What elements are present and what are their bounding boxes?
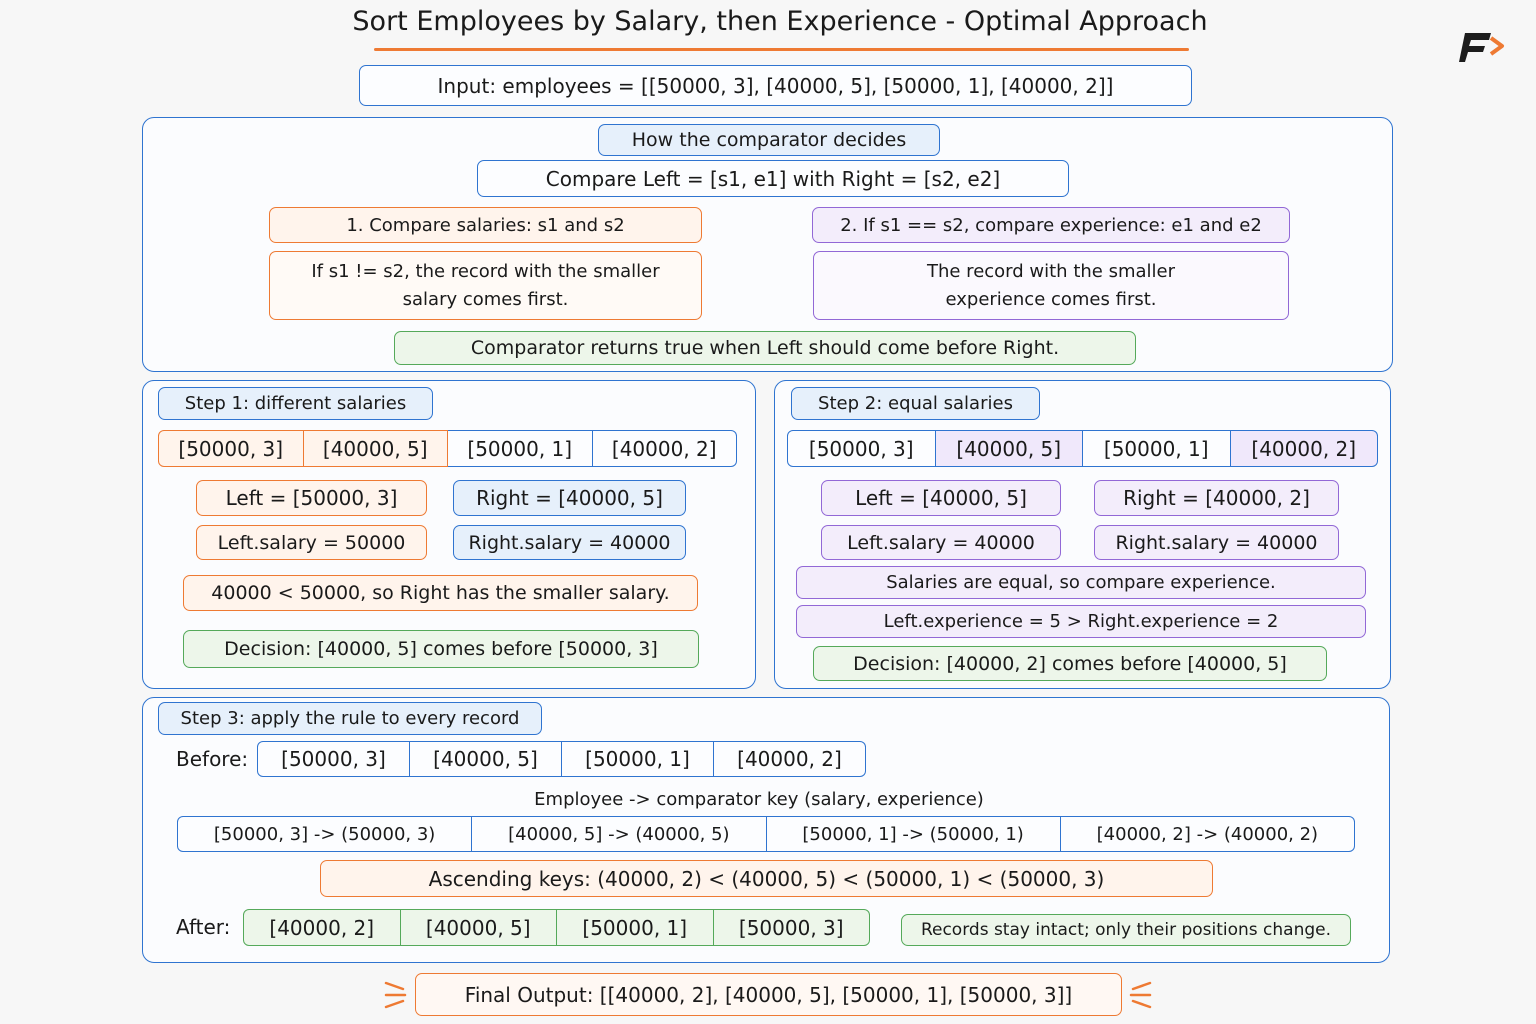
step3-before-array — [257, 741, 866, 777]
step3-before-cell-3: [40000, 2] — [714, 741, 866, 777]
step2-heading: Step 2: equal salaries — [791, 387, 1040, 420]
brand-logo-icon — [1455, 30, 1505, 64]
left-spark-icon — [383, 978, 409, 1012]
step3-after-label: After: — [176, 915, 231, 939]
rule2-description — [813, 251, 1289, 320]
step2-right: Right = [40000, 2] — [1094, 480, 1339, 516]
compare-left-right: Compare Left = [s1, e1] with Right = [s2, e2] — [477, 160, 1069, 197]
step3-key-3: [40000, 2] -> (40000, 2) — [1061, 816, 1355, 852]
step3-after-cell-0: [40000, 2] — [243, 909, 401, 946]
step1-left-salary: Left.salary = 50000 — [196, 525, 427, 560]
right-spark-icon — [1127, 978, 1153, 1012]
step2-note-experience: Left.experience = 5 > Right.experience = 2 — [796, 605, 1366, 638]
step3-key-2: [50000, 1] -> (50000, 1) — [767, 816, 1061, 852]
step3-before-label: Before: — [176, 747, 249, 771]
step3-key-caption: Employee -> comparator key (salary, experience) — [534, 789, 984, 810]
step3-after-cell-2: [50000, 1] — [557, 909, 714, 946]
step3-before-cell-0: [50000, 3] — [257, 741, 410, 777]
step3-before-cell-1: [40000, 5] — [410, 741, 562, 777]
step3-key-0: [50000, 3] -> (50000, 3) — [177, 816, 472, 852]
comparator-returns-note: Comparator returns true when Left should come before Right. — [394, 331, 1136, 365]
step1-note: 40000 < 50000, so Right has the smaller salary. — [183, 575, 698, 611]
step3-after-cell-3: [50000, 3] — [714, 909, 871, 946]
rule2-line2: experience comes first. — [945, 288, 1157, 310]
step3-after-array — [243, 909, 870, 946]
step3-heading: Step 3: apply the rule to every record — [158, 702, 542, 735]
step1-cell-2: [50000, 1] — [448, 430, 593, 467]
step1-cell-0: [50000, 3] — [158, 430, 304, 467]
step1-right-salary: Right.salary = 40000 — [453, 525, 686, 560]
step3-ascending-keys: Ascending keys: (40000, 2) < (40000, 5) < (50000, 1) < (50000, 3) — [320, 860, 1213, 897]
step2-cell-1: [40000, 5] — [936, 430, 1084, 467]
step1-left: Left = [50000, 3] — [196, 480, 427, 516]
step2-left: Left = [40000, 5] — [821, 480, 1061, 516]
rule1-description — [269, 251, 702, 320]
rule2-title: 2. If s1 == s2, compare experience: e1 and e2 — [812, 207, 1290, 243]
step2-array — [787, 430, 1378, 467]
step3-key-1: [40000, 5] -> (40000, 5) — [472, 816, 766, 852]
step3-before-cell-2: [50000, 1] — [562, 741, 714, 777]
step2-cell-2: [50000, 1] — [1083, 430, 1231, 467]
step1-cell-3: [40000, 2] — [593, 430, 738, 467]
title-underline — [374, 48, 1189, 51]
step2-note-equal: Salaries are equal, so compare experience. — [796, 566, 1366, 599]
page-title: Sort Employees by Salary, then Experience - Optimal Approach — [352, 6, 1208, 37]
rule1-line2: salary comes first. — [402, 288, 569, 310]
rule1-line1: If s1 != s2, the record with the smaller — [311, 260, 660, 282]
step3-note: Records stay intact; only their positions change. — [901, 914, 1351, 946]
step1-array — [158, 430, 737, 467]
input-box: Input: employees = [[50000, 3], [40000, 5], [50000, 1], [40000, 2]] — [359, 65, 1192, 106]
step2-left-salary: Left.salary = 40000 — [821, 525, 1061, 560]
final-output: Final Output: [[40000, 2], [40000, 5], [50000, 1], [50000, 3]] — [415, 973, 1122, 1016]
step1-heading: Step 1: different salaries — [158, 387, 433, 420]
step1-decision: Decision: [40000, 5] comes before [50000, 3] — [183, 630, 699, 668]
step2-right-salary: Right.salary = 40000 — [1094, 525, 1339, 560]
step2-decision: Decision: [40000, 2] comes before [40000, 5] — [813, 646, 1327, 681]
rule2-line1: The record with the smaller — [926, 260, 1175, 282]
step2-cell-3: [40000, 2] — [1231, 430, 1379, 467]
step1-cell-1: [40000, 5] — [304, 430, 449, 467]
comparator-heading: How the comparator decides — [598, 124, 940, 156]
rule1-title: 1. Compare salaries: s1 and s2 — [269, 207, 702, 243]
step3-keys — [177, 816, 1355, 852]
step2-cell-0: [50000, 3] — [787, 430, 936, 467]
step3-after-cell-1: [40000, 5] — [401, 909, 558, 946]
step1-right: Right = [40000, 5] — [453, 480, 686, 516]
